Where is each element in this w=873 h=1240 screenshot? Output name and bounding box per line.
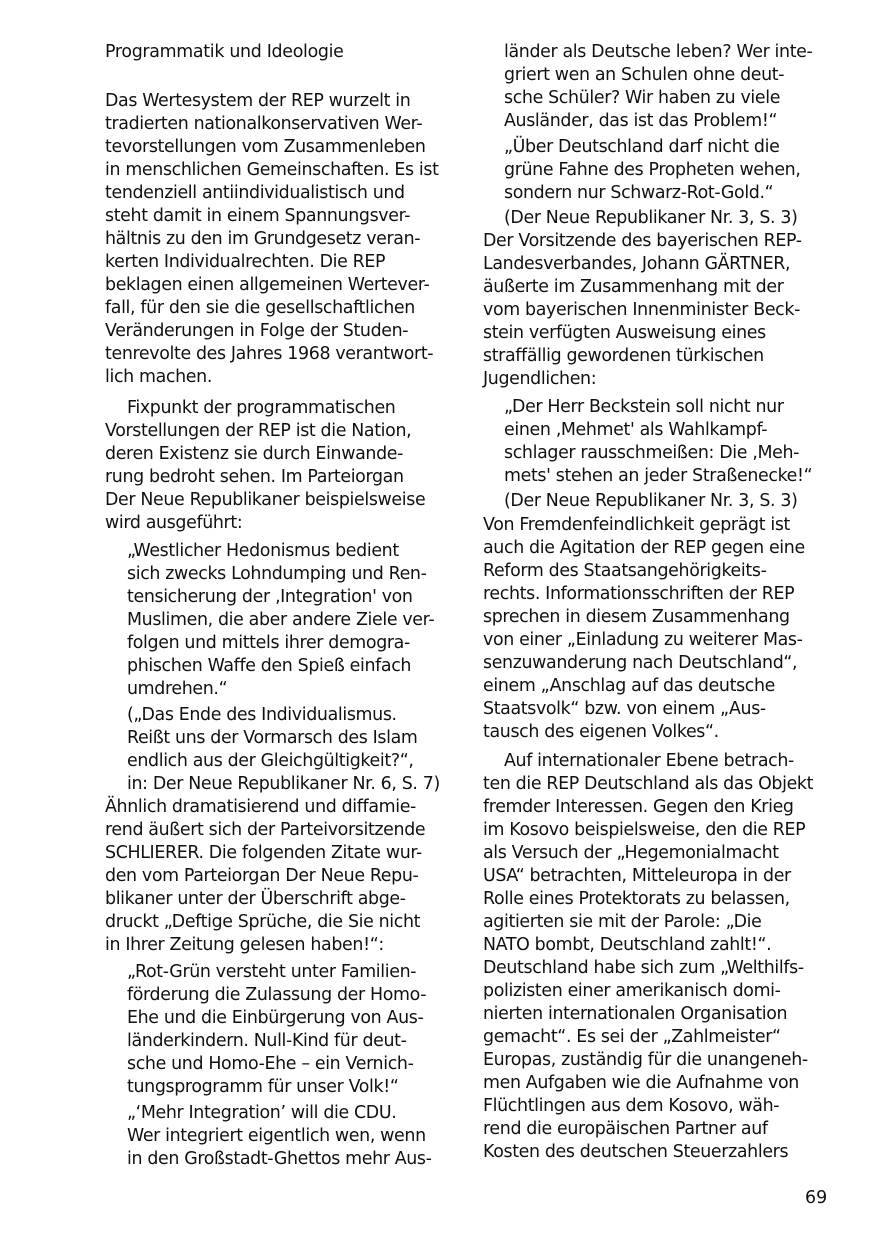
text-line: Reißt uns der Vormarsch des Islam (127, 728, 418, 748)
text-line: Muslimen, die aber andere Ziele ver- (127, 610, 435, 630)
text-line: sche Schüler? Wir haben zu viele (504, 88, 781, 108)
text-line: hältnis zu den im Grundgesetz veran- (105, 229, 421, 249)
text-line: Reform des Staatsangehörigkeits- (483, 561, 767, 581)
text-line: men Aufgaben wie die Aufnahme von (483, 1073, 799, 1093)
text-line: förderung die Zulassung der Homo- (127, 985, 427, 1005)
text-line: auch die Agitation der REP gegen eine (483, 538, 805, 558)
text-line: Kosten des deutschen Steuerzahlers (483, 1142, 789, 1162)
text-line: ten die REP Deutschland als das Objekt (483, 774, 814, 794)
text-line: Rolle eines Protektorats zu belassen, (483, 889, 790, 909)
text-line: tungsprogramm für unser Volk!“ (127, 1077, 399, 1097)
text-line: (Der Neue Republikaner Nr. 3, S. 3) (504, 208, 798, 228)
running-header: Programmatik und Ideologie (105, 42, 344, 62)
text-line: Staatsvolk“ bzw. von einem „Aus- (483, 699, 766, 719)
text-line: sondern nur Schwarz-Rot-Gold.“ (504, 183, 774, 203)
text-line: rechts. Informationsschriften der REP (483, 584, 795, 604)
text-line: steht damit in einem Spannungsver- (105, 206, 411, 226)
text-line: in den Großstadt-Ghettos mehr Aus- (127, 1149, 432, 1169)
text-line: Landesverbandes, Johann GÄRTNER, (483, 254, 791, 274)
text-line: druckt „Deftige Sprüche, die Sie nicht (105, 912, 421, 932)
text-line: länderkindern. Null-Kind für deut- (127, 1031, 407, 1051)
text-line: sprechen in diesem Zusammenhang (483, 607, 790, 627)
text-line: rend die europäischen Partner auf (483, 1119, 768, 1139)
text-line: SCHLIERER. Die folgenden Zitate wur- (105, 843, 422, 863)
text-line: als Versuch der „Hegemonialmacht (483, 843, 779, 863)
text-line: tendenziell antiindividualistisch und (105, 183, 405, 203)
text-line: gemacht“. Es sei der „Zahlmeister“ (483, 1027, 781, 1047)
text-line: rend äußert sich der Parteivorsitzende (105, 820, 426, 840)
text-line: vom bayerischen Innenminister Beck- (483, 300, 801, 320)
text-line: Vorstellungen der REP ist die Nation, (105, 421, 412, 441)
text-line: „Rot-Grün versteht unter Familien- (127, 962, 417, 982)
text-line: Der Neue Republikaner beispielsweise (105, 490, 426, 510)
text-line: fremder Interessen. Gegen den Krieg (483, 797, 794, 817)
text-line: blikaner unter der Überschrift abge- (105, 889, 406, 909)
text-line: sche und Homo-Ehe – ein Vernich- (127, 1054, 414, 1074)
text-line: stein verfügten Ausweisung eines (483, 323, 766, 343)
text-line: in menschlichen Gemeinschaften. Es ist (105, 160, 439, 180)
text-line: Das Wertesystem der REP wurzelt in (105, 91, 411, 111)
text-line: Jugendlichen: (483, 369, 597, 389)
text-line: („Das Ende des Individualismus. (127, 705, 397, 725)
text-line: endlich aus der Gleichgültigkeit?“, (127, 751, 414, 771)
text-line: Flüchtlingen aus dem Kosovo, wäh- (483, 1096, 780, 1116)
text-line: schlager rausschmeißen: Die ‚Meh- (504, 443, 800, 463)
text-line: Der Vorsitzende des bayerischen REP- (483, 231, 802, 251)
text-line: griert wen an Schulen ohne deut- (504, 65, 785, 85)
text-line: tensicherung der ‚Integration' von (127, 587, 413, 607)
text-line: „‘Mehr Integration’ will die CDU. (127, 1103, 397, 1123)
text-line: Wer integriert eigentlich wen, wenn (127, 1126, 426, 1146)
text-line: tradierten nationalkonservativen Wer- (105, 114, 423, 134)
text-line: fall, für den sie die gesellschaftlichen (105, 298, 415, 318)
text-line: tenrevolte des Jahres 1968 verantwort- (105, 344, 434, 364)
text-line: umdrehen.“ (127, 679, 228, 699)
text-line: Auf internationaler Ebene betrach- (504, 751, 794, 771)
text-line: einen ‚Mehmet' als Wahlkampf- (504, 420, 768, 440)
text-line: lich machen. (105, 367, 213, 387)
text-line: tevorstellungen vom Zusammenleben (105, 137, 426, 157)
text-line: beklagen einen allgemeinen Wertever- (105, 275, 430, 295)
text-line: grüne Fahne des Propheten wehen, (504, 160, 801, 180)
text-line: von einer „Einladung zu weiterer Mas- (483, 630, 803, 650)
text-line: senzuwanderung nach Deutschland“, (483, 653, 798, 673)
text-line: „Über Deutschland darf nicht die (504, 137, 780, 157)
text-line: agitierten sie mit der Parole: „Die (483, 912, 762, 932)
text-line: nierten internationalen Organisation (483, 1004, 788, 1024)
text-line: sich zwecks Lohndumping und Ren- (127, 564, 427, 584)
text-line: NATO bombt, Deutschland zahlt!“. (483, 935, 772, 955)
text-line: den vom Parteiorgan Der Neue Repu- (105, 866, 419, 886)
text-line: Europas, zuständig für die unangeneh- (483, 1050, 808, 1070)
text-line: deren Existenz sie durch Einwande- (105, 444, 404, 464)
text-line: USA“ betrachten, Mitteleuropa in der (483, 866, 791, 886)
text-line: straffällig gewordenen türkischen (483, 346, 764, 366)
text-line: länder als Deutsche leben? Wer inte- (504, 42, 813, 62)
text-line: polizisten einer amerikanisch domi- (483, 981, 781, 1001)
text-line: (Der Neue Republikaner Nr. 3, S. 3) (504, 491, 798, 511)
text-line: „Der Herr Beckstein soll nicht nur (504, 397, 784, 417)
text-line: mets' stehen an jeder Straßenecke!“ (504, 466, 813, 486)
text-line: in Ihrer Zeitung gelesen haben!“: (105, 935, 384, 955)
text-line: Fixpunkt der programmatischen (127, 398, 396, 418)
text-line: Von Fremdenfeindlichkeit geprägt ist (483, 515, 791, 535)
text-line: äußerte im Zusammenhang mit der (483, 277, 784, 297)
text-line: Ähnlich dramatisierend und diffamie- (105, 797, 416, 817)
text-line: Ehe und die Einbürgerung von Aus- (127, 1008, 424, 1028)
text-line: kerten Individualrechten. Die REP (105, 252, 386, 272)
text-line: einem „Anschlag auf das deutsche (483, 676, 776, 696)
text-line: folgen und mittels ihrer demogra- (127, 633, 410, 653)
page-number: 69 (805, 1188, 828, 1208)
text-line: tausch des eigenen Volkes“. (483, 722, 719, 742)
text-line: rung bedroht sehen. Im Parteiorgan (105, 467, 404, 487)
text-line: wird ausgeführt: (105, 513, 243, 533)
text-line: im Kosovo beispielsweise, den die REP (483, 820, 806, 840)
text-line: „Westlicher Hedonismus bedient (127, 541, 399, 561)
text-line: Deutschland habe sich zum „Welthilfs- (483, 958, 804, 978)
text-line: Veränderungen in Folge der Studen- (105, 321, 409, 341)
text-line: phischen Waffe den Spieß einfach (127, 656, 412, 676)
text-line: Ausländer, das ist das Problem!“ (504, 111, 778, 131)
text-line: in: Der Neue Republikaner Nr. 6, S. 7) (127, 774, 440, 794)
